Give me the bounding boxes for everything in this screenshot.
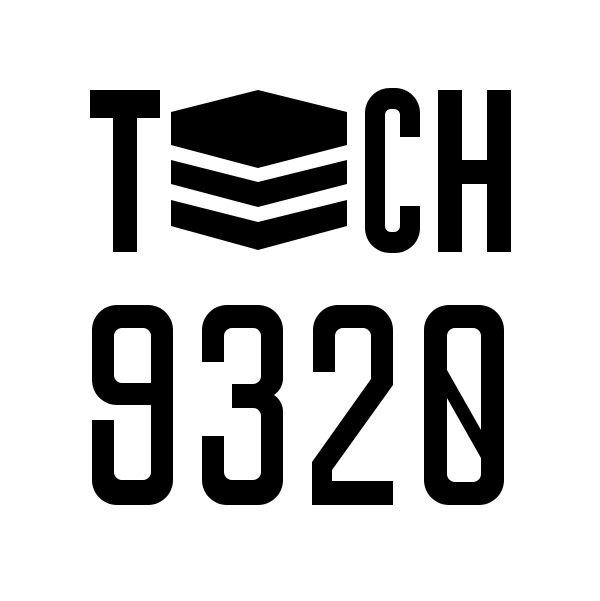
logo-digit-3 xyxy=(202,305,283,505)
logo-letter-h xyxy=(438,90,511,252)
layers-stack-icon xyxy=(171,90,347,250)
logo-letter-t xyxy=(90,90,160,252)
logo-digit-9 xyxy=(92,305,173,505)
logo-digit-2 xyxy=(312,305,393,505)
logo-letter-c xyxy=(365,88,420,253)
logo-digit-0 xyxy=(424,305,504,505)
